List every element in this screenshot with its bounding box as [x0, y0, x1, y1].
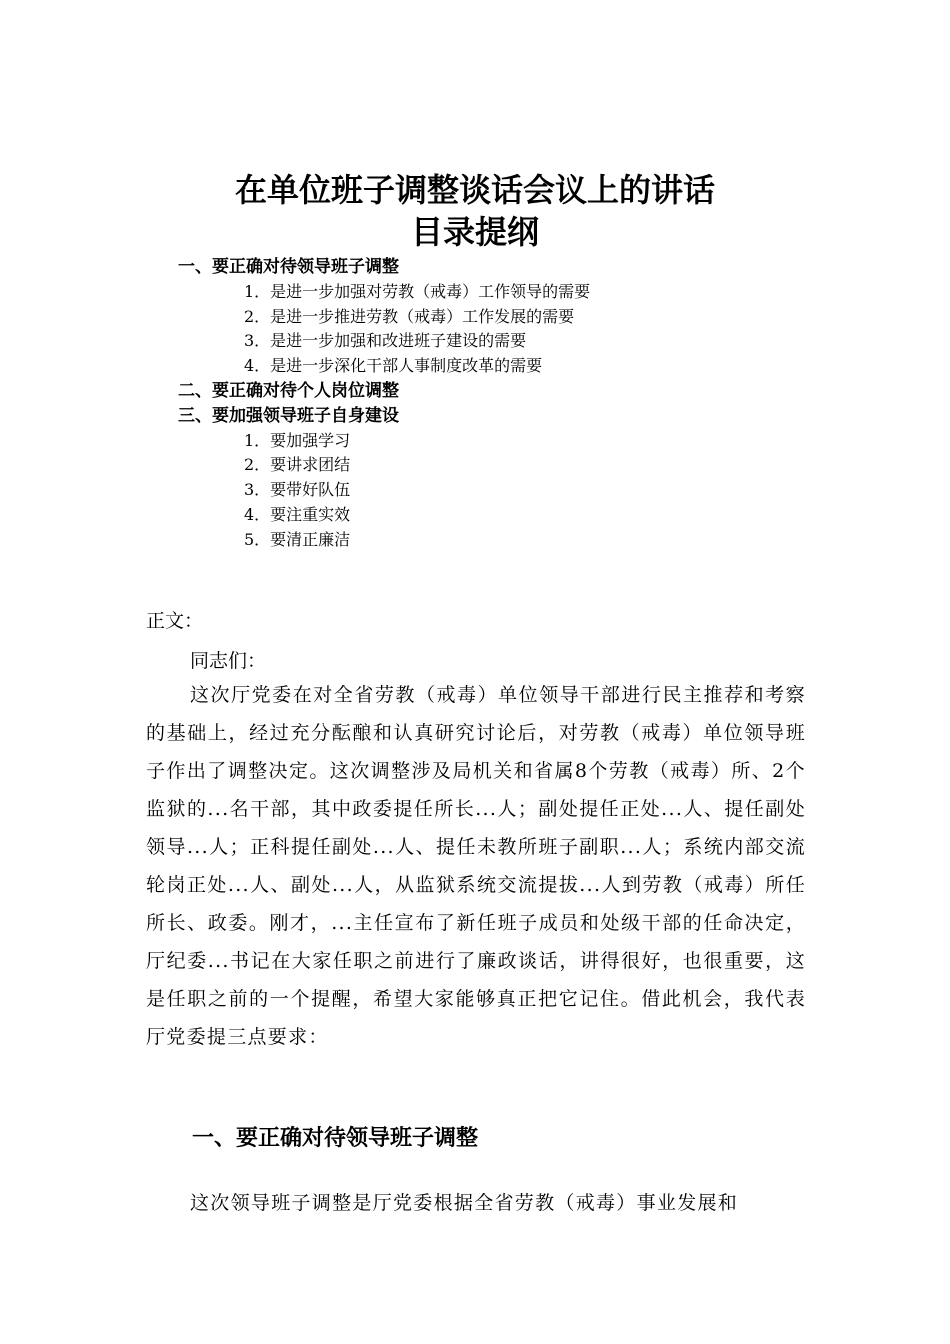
body-paragraph-continued: 这次领导班子调整是厅党委根据全省劳教（戒毒）事业发展和: [190, 1192, 739, 1214]
toc-subitem: 5．要清正廉洁: [244, 529, 351, 549]
toc-subitem: 3．是进一步加强和改进班子建设的需要: [244, 331, 527, 351]
toc-heading: 二、要正确对待个人岗位调整: [178, 381, 399, 401]
toc-subitem: 1．要加强学习: [244, 430, 351, 450]
toc-subitem: 1．是进一步加强对劳教（戒毒）工作领导的需要: [244, 281, 591, 301]
toc-subitem: 4．是进一步深化干部人事制度改革的需要: [244, 356, 543, 376]
toc-subitem: 4．要注重实效: [244, 505, 351, 524]
toc-subitem: 3．要带好队伍: [244, 480, 351, 500]
toc-subitem: 2．要讲求团结: [244, 455, 351, 475]
toc-heading: 三、要加强领导班子自身建设: [178, 405, 399, 426]
document-subtitle: 目录提纲: [410, 213, 539, 251]
greeting: 同志们：: [190, 650, 267, 672]
body-label: 正文：: [146, 610, 204, 632]
document-title: 在单位班子调整谈话会议上的讲话: [234, 171, 715, 209]
section-heading: 一、要正确对待领导班子调整: [192, 1126, 479, 1151]
toc-heading: 一、要正确对待领导班子调整: [178, 257, 399, 277]
toc-subitem: 2．是进一步推进劳教（戒毒）工作发展的需要: [244, 306, 575, 326]
body-paragraph: 这次厅党委在对全省劳教（戒毒）单位领导干部进行民主推荐和考察的基础上，经过充分酝酿和认真研究讨论后，对劳教（戒毒）单位领导班子作出了调整决定。这次调整涉及局机关和省属8个劳教（戒毒）所、2个监狱的...名干部，其中政委提任所长...人；副处提任正处...人、提任副处领导...人；正科提任副处...人、提任未教所班子副职...人；系统内部交流轮岗正处...人、副处...人，从监狱系统交流提拔...人到劳教（戒毒）所任所长、政委。刚才，...主任宣布了新任班子成员和处级干部的任命决定，厅纪委...书记在大家任职之前进行了廉政谈话，讲得很好，也很重要，这是任职之前的一个提醒，希望大家能够真正把它记住。借此机会，我代表厅党委提三点要求：: [146, 684, 806, 1048]
